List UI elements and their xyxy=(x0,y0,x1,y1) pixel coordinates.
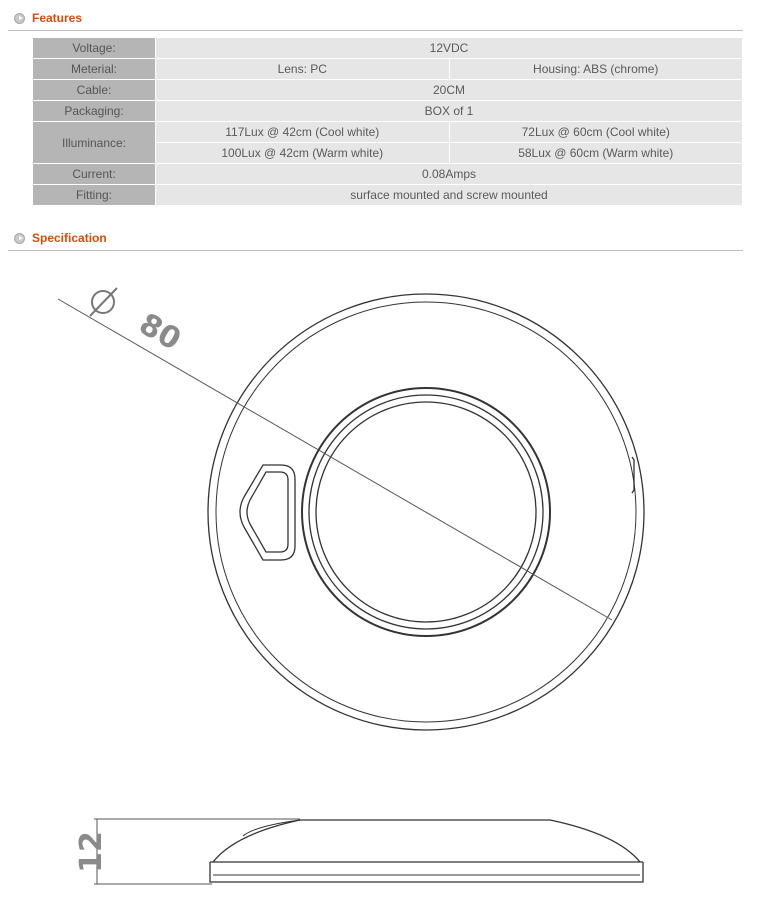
illuminance-label: Illuminance: xyxy=(33,122,156,164)
table-row-voltage xyxy=(33,38,743,59)
table-row-current xyxy=(33,164,743,185)
specification-title: Specification xyxy=(32,231,107,245)
features-table xyxy=(32,37,743,206)
arrow-bullet-icon xyxy=(14,13,25,24)
illuminance-warm-42: 100Lux @ 42cm (Warm white) xyxy=(156,143,450,164)
table-row-packaging xyxy=(33,101,743,122)
switch-outer xyxy=(240,465,295,560)
cable-label: Cable: xyxy=(33,80,156,101)
fitting-value: surface mounted and screw mounted xyxy=(156,185,743,206)
switch-inner xyxy=(247,472,288,552)
arrow-bullet-icon xyxy=(14,233,25,244)
table-row-cable xyxy=(33,80,743,101)
side-base xyxy=(210,862,643,882)
current-label: Current: xyxy=(33,164,156,185)
specification-section-header xyxy=(8,226,743,251)
voltage-label: Voltage: xyxy=(33,38,156,59)
diameter-dimension-line xyxy=(58,299,612,620)
packaging-value: BOX of 1 xyxy=(156,101,743,122)
illuminance-warm-60: 58Lux @ 60cm (Warm white) xyxy=(449,143,743,164)
side-dome xyxy=(213,820,640,862)
material-lens-value: Lens: PC xyxy=(156,59,450,80)
illuminance-cool-60: 72Lux @ 60cm (Cool white) xyxy=(449,122,743,143)
diameter-symbol-icon xyxy=(90,288,117,316)
diameter-value: 80 xyxy=(133,306,187,358)
fitting-label: Fitting: xyxy=(33,185,156,206)
height-value: 12 xyxy=(74,831,109,873)
material-housing-value: Housing: ABS (chrome) xyxy=(449,59,743,80)
voltage-value: 12VDC xyxy=(156,38,743,59)
table-row-material xyxy=(33,59,743,80)
features-title: Features xyxy=(32,11,83,25)
side-view xyxy=(210,820,643,882)
cable-value: 20CM xyxy=(156,80,743,101)
illuminance-cool-42: 117Lux @ 42cm (Cool white) xyxy=(156,122,450,143)
table-row-illuminance xyxy=(33,122,743,143)
current-value: 0.08Amps xyxy=(156,164,743,185)
features-section-header xyxy=(8,6,743,31)
material-label: Meterial: xyxy=(33,59,156,80)
technical-drawing xyxy=(0,250,761,900)
packaging-label: Packaging: xyxy=(33,101,156,122)
table-row-fitting xyxy=(33,185,743,206)
